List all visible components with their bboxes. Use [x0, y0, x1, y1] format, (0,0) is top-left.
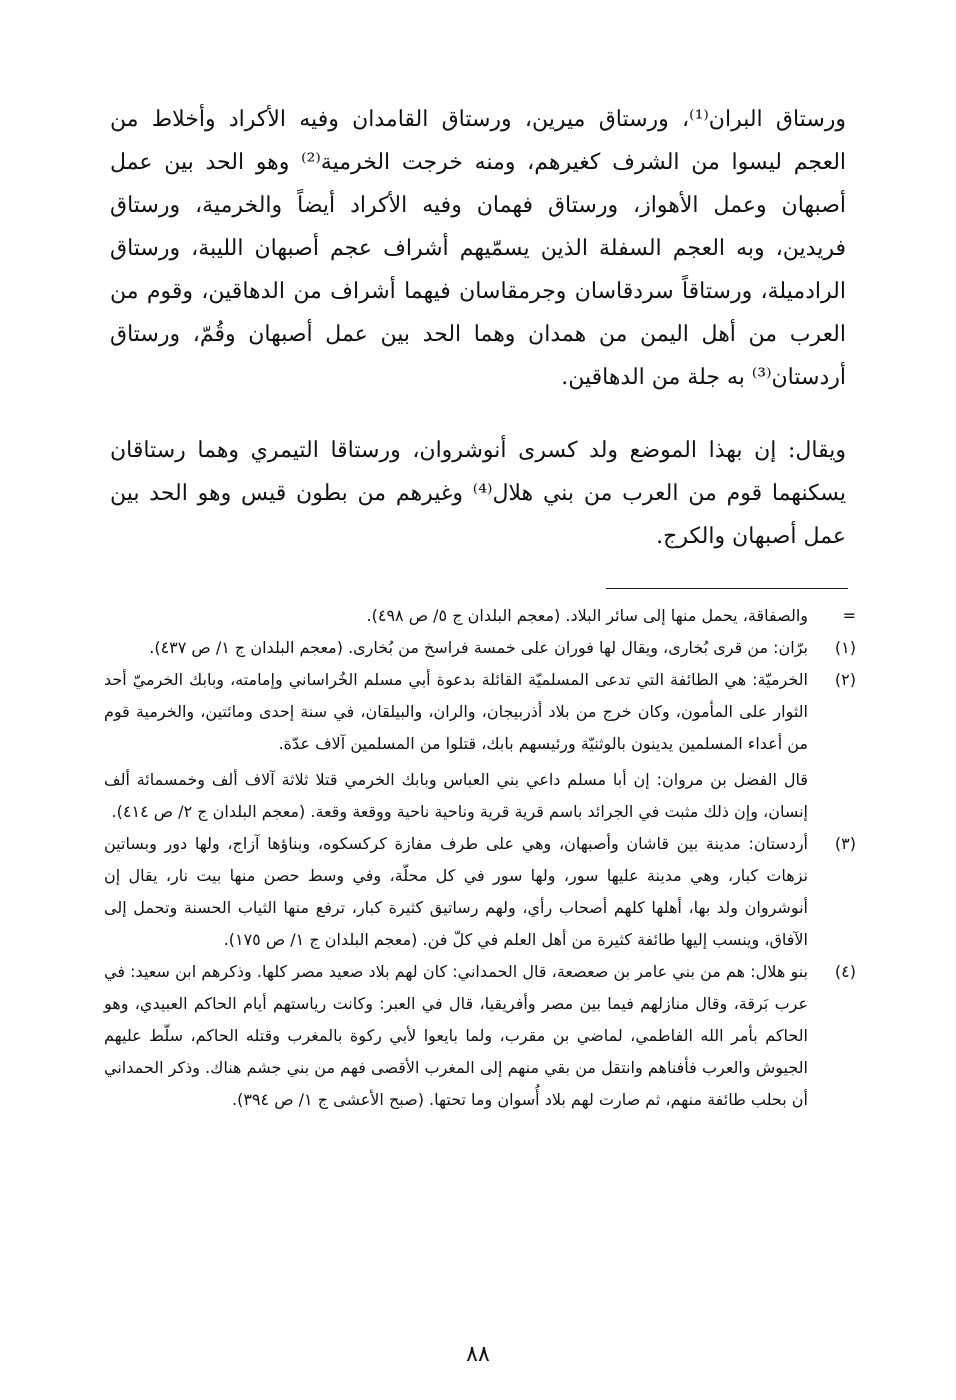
footnote-2	[104, 664, 856, 828]
footnote-continued	[104, 600, 856, 632]
footnote-number: (٤)	[834, 962, 856, 981]
footnote-1	[104, 632, 856, 664]
footnote-text: بنو هلال: هم من بني عامر بن صعصعة، قال الحمداني: كان لهم بلاد صعيد مصر كلها. وذكرهم ابن سعيد: في عرب بَرقة، وقال منازلهم فيما بين مصر وأفريقيا، قال في العبر: وكانت رياستهم أيام الحاكم العبيدي، وهو الحاكم بأمر الله الفاطمي، لماضي بن مقرب، ولما بايعوا لأبي ركوة بالمغرب وقتله الحاكم، سلّط عليهم الجيوش والعرب فأفناهم وانتقل من بقي منهم إلى المغرب الأقصى فهم من بني جشم هناك. وذكر الحمداني أن بحلب طائفة منهم، ثم صارت لهم بلاد أُسوان وما تحتها. (صبح الأعشى ج ١/ ص ٣٩٤).	[104, 962, 808, 1109]
footnote-marker: =	[842, 606, 856, 625]
footnote-number: (٢)	[834, 670, 856, 689]
footnote-number: (٣)	[834, 834, 856, 853]
footnote-text: والصفاقة، يحمل منها إلى سائر البلاد. (معجم البلدان ج ٥/ ص ٤٩٨).	[366, 606, 808, 625]
page-number: ٨٨	[466, 1342, 490, 1367]
footnote-number: (١)	[834, 638, 856, 657]
footnote-3	[104, 828, 856, 956]
footnote-4	[104, 956, 856, 1116]
footnote-text: أردستان: مدينة بين قاشان وأصبهان، وهي على طرف مفازة كركسكوه، وبناؤها آزاج، ولها دور وبساتين نزهات كبار، وهي مدينة عليها سور، ولها سور في كل محلّة، وفي وسط حصن منها بيت نار، يقال إن أنوشروان ولد بها، أهلها كلهم أصحاب رأي، ولهم رساتيق كثيرة كبار، ترفع منها الثياب الحسنة وتحمل إلى الآفاق، وينسب إليها طائفة كثيرة من أهل العلم في كلّ فن. (معجم البلدان ج ١/ ص ١٧٥).	[104, 834, 808, 949]
body-paragraph: ويقال: إن بهذا الموضع ولد كسرى أنوشروان، ورستاقا التيمري وهما رستاقان يسكنهما قوم من العرب من بني هلال⁽⁴⁾ وغيرهم من بطون قيس وهو الحد بين عمل أصبهان والكرج.	[110, 438, 846, 549]
footnote-text: الخرميّة: هي الطائفة التي تدعى المسلميّة القائلة بدعوة أبي مسلم الخُراساني وإمامته، وبابك الخرميّ أحد الثوار على المأمون، وكان خرج من بلاد أذربيجان، والران، والبيلقان، في سنة إحدى ومائتين، والخرمية قوم من أعداء المسلمين يدينون بالوثنيّة ورئيسهم بابك، قتلوا من المسلمين آلاف عدّة.	[104, 670, 808, 753]
footnote-text: برّان: من قرى بُخارى، ويقال لها فوران على خمسة فراسخ من بُخارى. (معجم البلدان ج ١/ ص ٤٣٧).	[149, 638, 808, 657]
footnote-text: قال الفضل بن مروان: إن أبا مسلم داعي بني العباس وبابك الخرمي قتلا ثلاثة آلاف ألف وخمسمائة ألف إنسان، وإن ذلك مثبت في الجرائد باسم قرية قرية وناحية ناحية ووقعة وقعة. (معجم البلدان ج ٢/ ص ٤١٤).	[104, 770, 808, 821]
footnotes	[104, 600, 856, 1116]
footnote-separator	[606, 588, 848, 589]
main-text	[110, 98, 846, 558]
body-paragraph: ورستاق البران⁽¹⁾، ورستاق ميرين، ورستاق القامدان وفيه الأكراد وأخلاط من العجم ليسوا من الشرف كغيرهم، ومنه خرجت الخرمية⁽²⁾ وهو الحد بين عمل أصبهان وعمل الأهواز، ورستاق فهمان وفيه الأكراد أيضاً والخرمية، ورستاق فريدين، وبه العجم السفلة الذين يسمّيهم أشراف عجم أصبهان الليبة، ورستاق الرادميلة، ورستاقاً سردقاسان وجرمقاسان فيهما أشراف من الدهاقين، وقوم من العرب من أهل اليمن من همدان وهما الحد بين عمل أصبهان وقُمّ، ورستاق أردستان⁽³⁾ به جلة من الدهاقين.	[110, 107, 847, 390]
